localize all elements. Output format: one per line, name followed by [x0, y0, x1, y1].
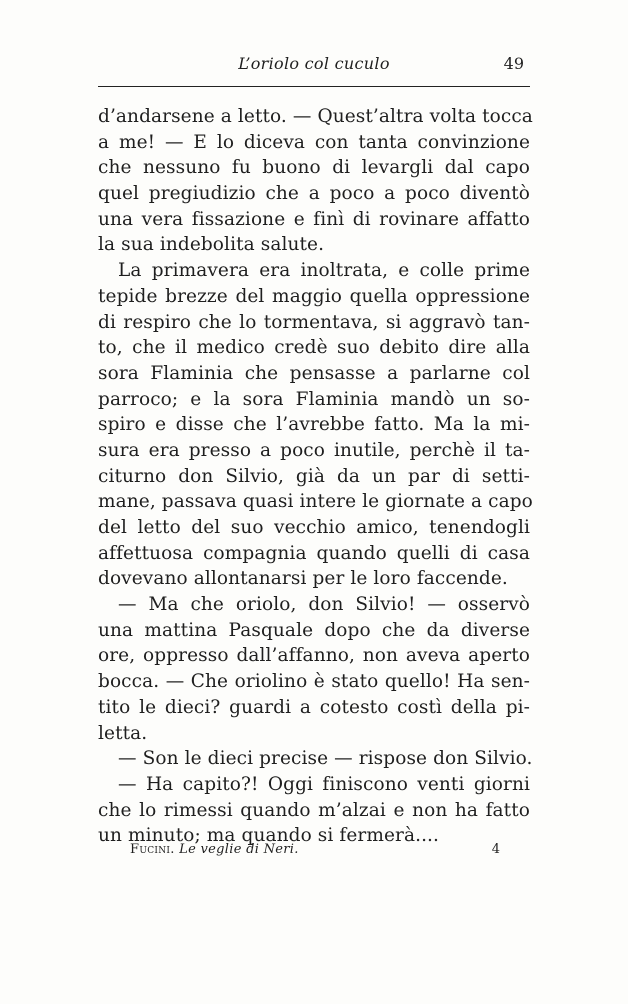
text-line: bocca. — Che oriolino è stato quello! Ha sen-	[98, 671, 530, 693]
page-header	[98, 50, 530, 80]
signature-number: 4	[491, 842, 500, 857]
text-line: a me! — E lo diceva con tanta convinzione	[98, 131, 530, 153]
text-line: che lo rimessi quando m’alzai e non ha fatto	[98, 799, 530, 821]
footer-work-title: Le veglie di Neri.	[179, 842, 299, 857]
text-line: una mattina Pasquale dopo che da diverse	[98, 619, 530, 641]
text-line: — Ma che oriolo, don Silvio! — osservò	[118, 594, 530, 616]
text-line: to, che il medico credè suo debito dire alla	[98, 337, 530, 359]
text-line: che nessuno fu buono di levargli dal capo	[98, 157, 530, 179]
body-text	[98, 104, 533, 849]
page-footer	[130, 842, 500, 864]
text-line: una vera fissazione e finì di rovinare affatto	[98, 208, 530, 230]
text-line: La primavera era inoltrata, e colle prime	[118, 260, 530, 282]
text-line: sura era presso a poco inutile, perchè il ta-	[98, 439, 530, 461]
text-line: quel pregiudizio che a poco a poco diventò	[98, 183, 530, 205]
text-line: citurno don Silvio, già da un par di setti-	[98, 465, 530, 487]
text-line: del letto del suo vecchio amico, tenendogli	[98, 517, 530, 538]
text-line: spiro e disse che l’avrebbe fatto. Ma la mi-	[98, 414, 530, 436]
text-line: parroco; e la sora Flaminia mandò un so-	[98, 388, 530, 410]
text-line: tito le dieci? guardi a cotesto costì della pi-	[98, 696, 530, 718]
text-line: letta.	[98, 722, 148, 744]
text-line: — Son le dieci precise — rispose don Silvio.	[118, 748, 533, 770]
text-line: ore, oppresso dall’affanno, non aveva aperto	[98, 645, 530, 667]
text-line: dovevano allontanarsi per le loro faccende.	[98, 568, 508, 590]
text-line: mane, passava quasi intere le giornate a capo	[98, 491, 533, 513]
footer-signature	[130, 842, 299, 857]
text-line: — Ha capito?! Oggi finiscono venti giorni	[118, 773, 530, 795]
text-line: un minuto; ma quando si fermerà....	[98, 825, 440, 847]
text-line: affettuosa compagnia quando quelli di casa	[98, 542, 530, 564]
text-line: d’andarsene a letto. — Quest’altra volta tocca	[98, 106, 533, 127]
text-line: la sua indebolita salute.	[98, 234, 325, 256]
text-line: tepide brezze del maggio quella oppressione	[98, 285, 530, 307]
header-rule	[98, 86, 530, 87]
page-number: 49	[503, 54, 524, 73]
footer-author: Fucini.	[130, 842, 175, 857]
running-title: L’oriolo col cuculo	[238, 54, 390, 73]
text-line: di respiro che lo tormentava, si aggravò tan-	[98, 311, 530, 333]
text-line: sora Flaminia che pensasse a parlarne col	[98, 362, 530, 384]
